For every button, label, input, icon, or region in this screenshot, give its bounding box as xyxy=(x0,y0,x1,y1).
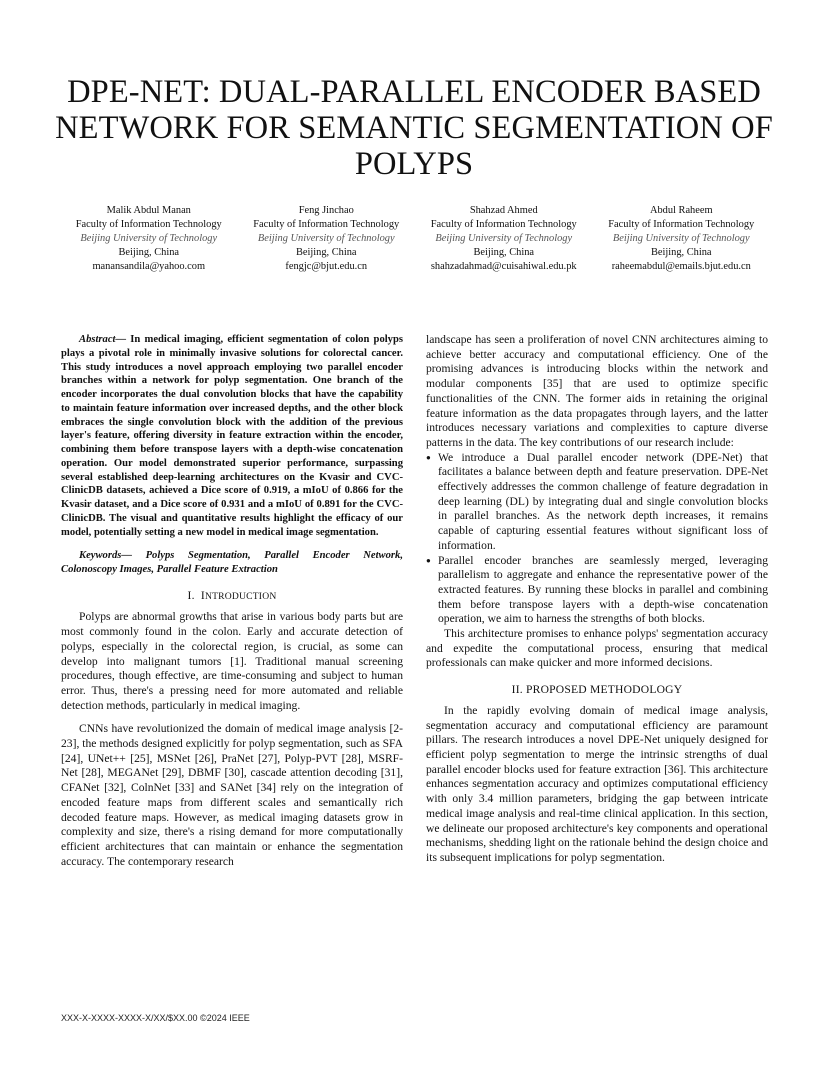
author-name: Abdul Raheem xyxy=(649,205,713,216)
intro-paragraph-1: Polyps are abnormal growths that arise in various body parts but are most commonly found in the colon. Early and accurate detection of polyps, especially in the colorectal region, is crucial, as some can develop into malignant tumors [1]. Traditional manual screening procedures, though effective, are time-consuming and subject to human error. Thus, there's a pressing need for more automated and reliable detection methods, particularly in medical imaging. xyxy=(61,610,403,712)
section-title-cap: I xyxy=(200,588,205,602)
author-email: shahzadahmad@cuisahiwal.edu.pk xyxy=(430,261,577,272)
author-email: manansandila@yahoo.com xyxy=(92,261,206,272)
author-university: Beijing University of Technology xyxy=(257,233,395,244)
section-heading-methodology: II. PROPOSED METHODOLOGY xyxy=(511,683,683,697)
abstract-lead: Abstract— xyxy=(79,334,127,345)
author-2 xyxy=(238,204,416,274)
right-column xyxy=(426,333,768,866)
author-3 xyxy=(415,204,593,274)
copyright-footer: XXX-X-XXXX-XXXX-X/XX/$XX.00 ©2024 IEEE xyxy=(61,1013,250,1023)
author-university: Beijing University of Technology xyxy=(80,233,218,244)
left-column xyxy=(61,333,403,869)
intro-paragraph-4: This architecture promises to enhance polyps' segmentation accuracy and expedite the computational process, ensuring that medical professionals can make quicker and more informed decisions. xyxy=(426,627,768,670)
author-university: Beijing University of Technology xyxy=(612,233,750,244)
section-title-rest: NTRODUCTION xyxy=(204,590,277,602)
author-4 xyxy=(593,204,771,274)
author-location: Beijing, China xyxy=(473,247,535,258)
section-number: I. xyxy=(187,588,195,602)
keywords-text: Polyps Segmentation, Parallel Encoder Network, Colonoscopy Images, Parallel Feature Extraction xyxy=(61,550,403,575)
author-dept: Faculty of Information Technology xyxy=(430,219,577,230)
author-name: Feng Jinchao xyxy=(298,205,354,216)
author-name: Shahzad Ahmed xyxy=(469,205,538,216)
author-1 xyxy=(60,204,238,274)
author-name: Malik Abdul Manan xyxy=(106,205,191,216)
methodology-paragraph-1: In the rapidly evolving domain of medical image analysis, segmentation accuracy and computational efficiency are paramount pillars. The research introduces a novel DPE-Net uniquely designed for efficient polyp segmentation to merge the intrinsic strengths of dual parallel encoder blocks used for feature extraction [36]. This architecture enhances segmentation accuracy and optimizes computational efficiency with only 3.4 million parameters, bridging the gap between intricate medical image analysis and real-time clinical application. In this section, we delineate our proposed architecture's key components and operational mechanisms, shedding light on the rationale behind the design choice and its subsequent implications for polyp segmentation. xyxy=(426,703,768,864)
author-email: fengjc@bjut.edu.cn xyxy=(285,261,368,272)
author-dept: Faculty of Information Technology xyxy=(75,219,222,230)
author-location: Beijing, China xyxy=(650,247,712,258)
author-block xyxy=(60,204,770,274)
author-email: raheemabdul@emails.bjut.edu.cn xyxy=(611,261,751,272)
paper-title: DPE-NET: DUAL-PARALLEL ENCODER BASED NETWORK FOR SEMANTIC SEGMENTATION OF POLYPS xyxy=(55,74,773,182)
keywords xyxy=(61,549,403,577)
section-heading-introduction xyxy=(61,589,403,605)
abstract xyxy=(61,333,403,539)
author-location: Beijing, China xyxy=(118,247,180,258)
intro-paragraph-3: landscape has seen a proliferation of novel CNN architectures aiming to achieve better accuracy and computational efficiency. One of the promising advances is introducing blocks within the network and modular components [35] that are used to optimize specific functionalities of the CNN. The former aids in retaining the original feature information as the data propagates through layers, and the latter introduces necessary variations and complexities to capture diverse patterns in the data. The key contributions of our research include: xyxy=(426,333,768,449)
contributions-list xyxy=(426,451,768,627)
intro-paragraph-2: CNNs have revolutionized the domain of medical image analysis [2-23], the methods designed explicitly for polyp segmentation, such as SFA [24], UNet++ [25], MSNet [26], PraNet [27], Polyp-PVT [28], MSRF-Net [28], MEGANet [29], DBMF [30], cascade attention decoding [31], CFANet [32], ColnNet [33] and SANet [34] rely on the integration of encoded feature maps from different scales and semantically rich decoded feature maps. However, as medical imaging datasets grow in complexity and size, there's a rising demand for more computationally efficient architectures that can maintain or enhance the segmentation accuracy. The contemporary research xyxy=(61,722,403,868)
author-dept: Faculty of Information Technology xyxy=(608,219,755,230)
author-location: Beijing, China xyxy=(295,247,357,258)
keywords-lead: Keywords— xyxy=(79,550,132,562)
author-university: Beijing University of Technology xyxy=(435,233,573,244)
author-dept: Faculty of Information Technology xyxy=(253,219,400,230)
abstract-text: In medical imaging, efficient segmentation of colon polyps plays a pivotal role in minimally invasive solutions for colorectal cancer. This study introduces a novel approach employing two parallel encoder branches within a network for polyp segmentation. One branch of the encoder incorporates the dual convolution blocks that have the capability to maintain feature information over increased depths, and the other block embraces the single convolution block with the addition of the previous layer's feature, offering diversity in feature extraction within the encoder, combining them before transpose layers with a depth-wise concatenation operation. Our model demonstrated superior performance, surpassing several established deep-learning architectures on the Kvasir and CVC-ClinicDB datasets, achieved a Dice score of 0.919, a mIoU of 0.866 for the Kvasir dataset, and a Dice score of 0.931 and a mIoU of 0.891 for the CVC-ClinicDB. The visual and quantitative results highlight the efficacy of our model, potentially setting a new model in medical image segmentation. xyxy=(61,334,403,538)
list-item: ● We introduce a Dual parallel encoder network (DPE-Net) that facilitates a balance between depth and feature preservation. DPE-Net effectively addresses the common challenge of feature degradation in deep learning (DL) by integrating dual and single convolution blocks in parallel branches. As the network depth increases, it remains capable of capturing essential features without significant loss of information. xyxy=(438,451,768,554)
list-item: ● Parallel encoder branches are seamlessly merged, leveraging parallelism to aggregate and enhance the representative power of the extracted features. By running these blocks in parallel and combining them before transpose layers with a depth-wise concatenation operation, we aim to harness the strengths of both blocks. xyxy=(438,554,768,628)
